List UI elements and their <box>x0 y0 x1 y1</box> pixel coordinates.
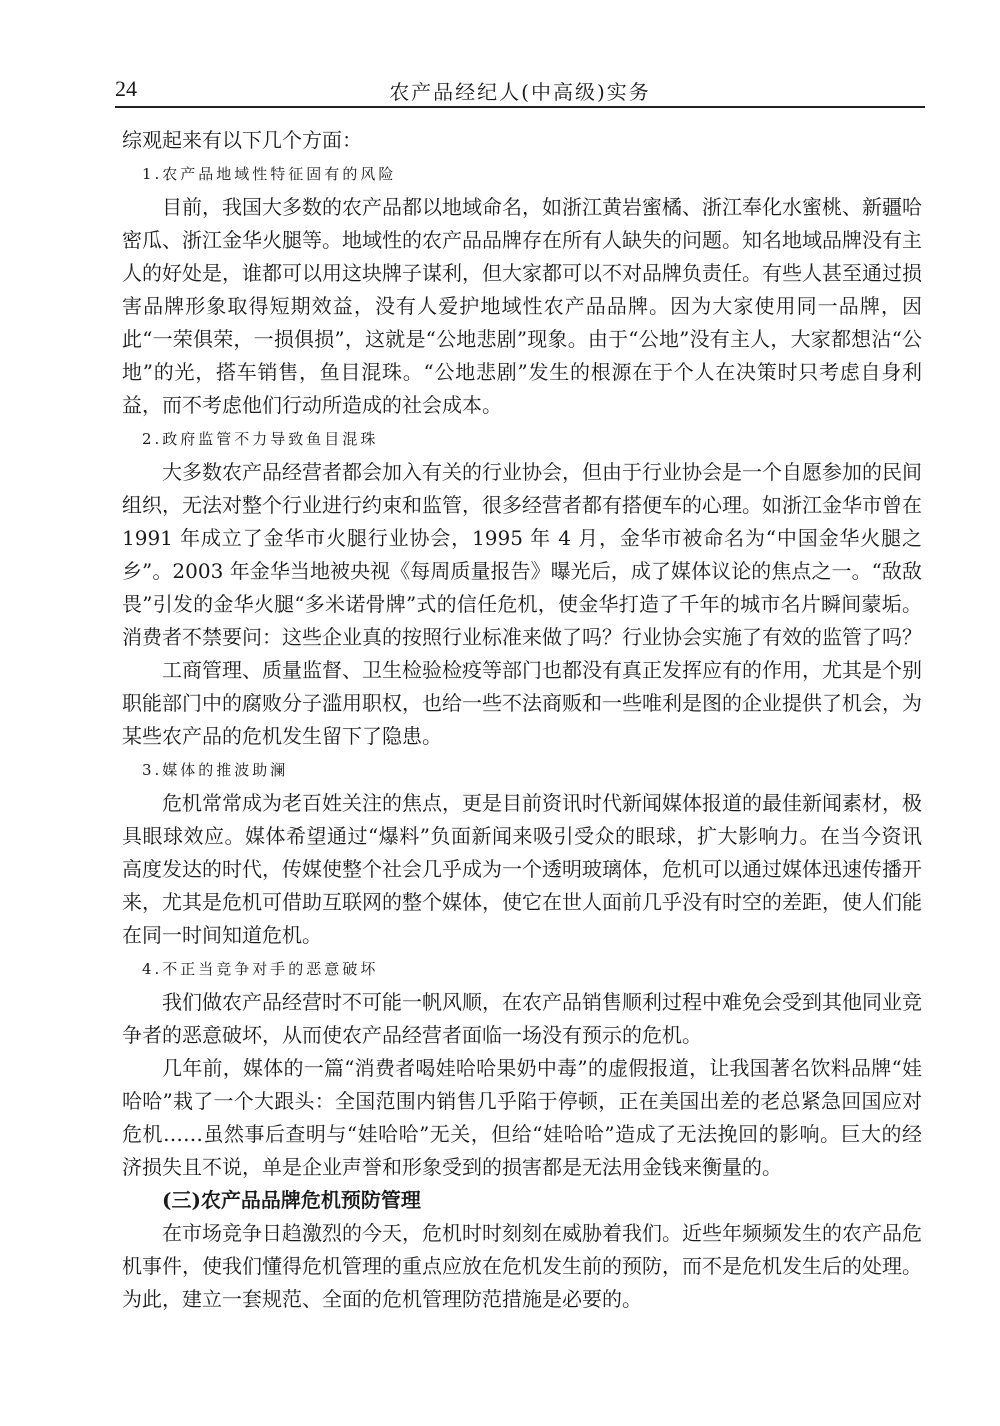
paragraph-6: 几年前，媒体的一篇“消费者喝娃哈哈果奶中毒”的虚假报道，让我国著名饮料品牌“娃哈哈”栽了一个大跟头：全国范围内销售几乎陷于停顿，正在美国出差的老总紧急回国应对危机……虽然事后查明与“娃哈哈”无关，但给“娃哈哈”造成了无法挽回的影响。巨大的经济损失且不说，单是企业声誉和形象受到的损害都是无法用金钱来衡量的。 <box>122 1056 922 1179</box>
body-text <box>122 124 922 1316</box>
paragraph-7: 在市场竞争日趋激烈的今天，危机时时刻刻在威胁着我们。近些年频频发生的农产品危机事件，使我们懂得危机管理的重点应放在危机发生前的预防，而不是危机发生后的处理。为此，建立一套规范、全面的危机管理防范措施是必要的。 <box>122 1221 922 1311</box>
paragraph-2: 大多数农产品经营者都会加入有关的行业协会，但由于行业协会是一个自愿参加的民间组织，无法对整个行业进行约束和监管，很多经营者都有搭便车的心理。如浙江金华市曾在 1991 年成立了金华市火腿行业协会，1995 年 4 月，金华市被命名为“中国金华火腿之乡”。2003 年金华当地被央视《每周质量报告》曝光后，成了媒体议论的焦点之一。“敌敌畏”引发的金华火腿“多米诺骨牌”式的信任危机，使金华打造了千年的城市名片瞬间蒙垢。消费者不禁要问：这些企业真的按照行业标准来做了吗？行业协会实施了有效的监管了吗？ <box>122 460 922 649</box>
intro-paragraph: 综观起来有以下几个方面： <box>122 128 362 152</box>
running-title: 农产品经纪人(中高级)实务 <box>389 80 651 104</box>
paragraph-5: 我们做农产品经营时不可能一帆风顺，在农产品销售顺利过程中难免会受到其他同业竞争者的恶意破坏，从而使农产品经营者面临一场没有预示的危机。 <box>122 990 922 1047</box>
page-header <box>115 66 925 108</box>
section-heading: (三)农产品品牌危机预防管理 <box>162 1188 421 1212</box>
paragraph-1: 目前，我国大多数的农产品都以地域命名，如浙江黄岩蜜橘、浙江奉化水蜜桃、新疆哈密瓜、浙江金华火腿等。地域性的农产品品牌存在所有人缺失的问题。知名地域品牌没有主人的好处是，谁都可以用这块牌子谋利，但大家都可以不对品牌负责任。有些人甚至通过损害品牌形象取得短期效益，没有人爱护地域性农产品品牌。因为大家使用同一品牌，因此“一荣俱荣，一损俱损”，这就是“公地悲剧”现象。由于“公地”没有主人，大家都想沾“公地”的光，搭车销售，鱼目混珠。“公地悲剧”发生的根源在于个人在决策时只考虑自身利益，而不考虑他们行动所造成的社会成本。 <box>122 195 922 417</box>
subheading-4: 4.不正当竞争对手的恶意破坏 <box>142 960 379 978</box>
paragraph-3: 工商管理、质量监督、卫生检验检疫等部门也都没有真正发挥应有的作用，尤其是个别职能部门中的腐败分子滥用职权，也给一些不法商贩和一些唯利是图的企业提供了机会，为某些农产品的危机发生留下了隐患。 <box>122 658 922 748</box>
page-number: 24 <box>115 76 137 101</box>
subheading-3: 3.媒体的推波助澜 <box>142 761 289 779</box>
subheading-2: 2.政府监管不力导致鱼目混珠 <box>142 430 379 448</box>
paragraph-4: 危机常常成为老百姓关注的焦点，更是目前资讯时代新闻媒体报道的最佳新闻素材，极具眼球效应。媒体希望通过“爆料”负面新闻来吸引受众的眼球，扩大影响力。在当今资讯高度发达的时代，传媒使整个社会几乎成为一个透明玻璃体，危机可以通过媒体迅速传播开来，尤其是危机可借助互联网的整个媒体，使它在世人面前几乎没有时空的差距，使人们能在同一时间知道危机。 <box>122 791 922 947</box>
subheading-1: 1.农产品地域性特征固有的风险 <box>142 165 397 183</box>
